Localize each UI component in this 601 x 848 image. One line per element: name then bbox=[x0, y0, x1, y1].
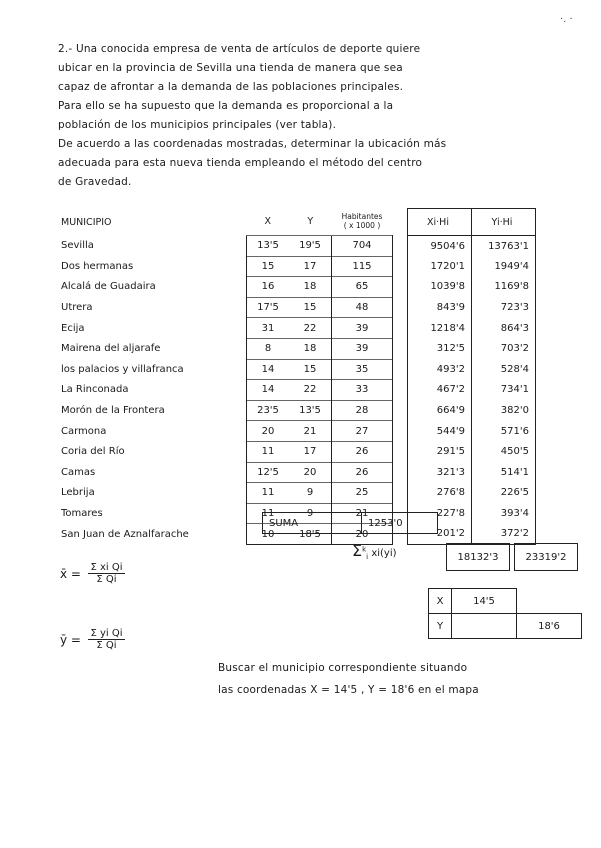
coord-empty bbox=[452, 614, 517, 639]
yihi-cell: 723'3 bbox=[472, 297, 536, 318]
y-cell: 22 bbox=[289, 380, 332, 401]
header-habitantes-label: Habitantes bbox=[341, 212, 383, 222]
spacer bbox=[393, 462, 408, 483]
habitantes-cell: 35 bbox=[332, 359, 393, 380]
problem-line: población de los municipios principales (ver tabla). bbox=[58, 119, 337, 131]
coord-x-value: 14'5 bbox=[452, 589, 517, 614]
habitantes-cell: 26 bbox=[332, 462, 393, 483]
spacer bbox=[393, 421, 408, 442]
xihi-cell: 843'9 bbox=[408, 297, 472, 318]
header-y: Y bbox=[307, 216, 314, 228]
note-line: Buscar el municipio correspondiente situando bbox=[218, 662, 468, 674]
x-cell: 11 bbox=[247, 483, 290, 504]
xihi-cell: 291'5 bbox=[408, 441, 472, 462]
spacer bbox=[393, 297, 408, 318]
spacer bbox=[393, 359, 408, 380]
habitantes-cell: 28 bbox=[332, 400, 393, 421]
y-cell: 13'5 bbox=[289, 400, 332, 421]
y-cell: 18'5 bbox=[289, 524, 332, 545]
problem-line: ubicar en la provincia de Sevilla una tienda de manera que sea bbox=[58, 62, 403, 74]
municipio-cell: San Juan de Aznalfarache bbox=[61, 528, 189, 540]
table-row bbox=[58, 256, 536, 277]
xihi-cell: 201'2 bbox=[408, 524, 472, 545]
yihi-cell: 382'0 bbox=[472, 400, 536, 421]
spacer bbox=[393, 483, 408, 504]
xihi-cell: 312'5 bbox=[408, 338, 472, 359]
yihi-cell: 864'3 bbox=[472, 318, 536, 339]
yihi-cell: 734'1 bbox=[472, 380, 536, 401]
yihi-cell: 393'4 bbox=[472, 503, 536, 524]
table-row bbox=[58, 421, 536, 442]
xihi-cell: 9504'6 bbox=[408, 236, 472, 257]
formula-y-denominator: Σ Qi bbox=[96, 640, 117, 651]
municipio-cell: La Rinconada bbox=[61, 384, 129, 396]
municipio-cell: Tomares bbox=[61, 508, 103, 520]
x-cell: 10 bbox=[247, 524, 290, 545]
habitantes-cell: 21 bbox=[332, 503, 393, 524]
x-cell: 23'5 bbox=[247, 400, 290, 421]
x-cell: 17'5 bbox=[247, 297, 290, 318]
sum-products-label bbox=[352, 541, 397, 561]
table-row bbox=[58, 318, 536, 339]
header-x: X bbox=[264, 216, 271, 228]
municipio-cell: Morón de la Frontera bbox=[61, 405, 165, 417]
municipio-cell: Lebrija bbox=[61, 487, 95, 499]
xihi-cell: 1720'1 bbox=[408, 256, 472, 277]
yihi-cell: 514'1 bbox=[472, 462, 536, 483]
spacer bbox=[393, 277, 408, 298]
x-cell: 12'5 bbox=[247, 462, 290, 483]
habitantes-cell: 25 bbox=[332, 483, 393, 504]
spacer bbox=[393, 236, 408, 257]
x-cell: 14 bbox=[247, 359, 290, 380]
xihi-cell: 1218'4 bbox=[408, 318, 472, 339]
yihi-cell: 571'6 bbox=[472, 421, 536, 442]
x-cell: 31 bbox=[247, 318, 290, 339]
table-row bbox=[58, 359, 536, 380]
xihi-cell: 227'8 bbox=[408, 503, 472, 524]
yihi-cell: 226'5 bbox=[472, 483, 536, 504]
table-row bbox=[58, 400, 536, 421]
x-cell: 13'5 bbox=[247, 236, 290, 257]
y-cell: 15 bbox=[289, 297, 332, 318]
yihi-cell: 703'2 bbox=[472, 338, 536, 359]
problem-line: capaz de afrontar a la demanda de las poblaciones principales. bbox=[58, 81, 404, 93]
header-municipio: MUNICIPIO bbox=[61, 216, 112, 228]
spacer bbox=[393, 318, 408, 339]
sum-xi-value: 18132'3 bbox=[446, 543, 510, 571]
habitantes-cell: 27 bbox=[332, 421, 393, 442]
sum-expr: xi(yi) bbox=[371, 548, 397, 559]
sigma-symbol: Σ bbox=[352, 541, 363, 560]
xihi-cell: 467'2 bbox=[408, 380, 472, 401]
y-cell: 18 bbox=[289, 338, 332, 359]
municipio-cell: Coria del Río bbox=[61, 446, 125, 458]
spacer bbox=[393, 256, 408, 277]
header-habitantes bbox=[332, 209, 393, 236]
municipio-cell: Camas bbox=[61, 466, 96, 478]
xihi-cell: 664'9 bbox=[408, 400, 472, 421]
yihi-cell: 13763'1 bbox=[472, 236, 536, 257]
problem-line: De acuerdo a las coordenadas mostradas, determinar la ubicación más bbox=[58, 138, 447, 150]
y-cell: 17 bbox=[289, 256, 332, 277]
municipio-cell: Ecija bbox=[61, 322, 85, 334]
coordinates-table bbox=[428, 588, 582, 639]
habitantes-cell: 115 bbox=[332, 256, 393, 277]
yihi-cell: 1169'8 bbox=[472, 277, 536, 298]
xihi-cell: 276'8 bbox=[408, 483, 472, 504]
habitantes-cell: 65 bbox=[332, 277, 393, 298]
municipio-cell: Mairena del aljarafe bbox=[61, 343, 161, 355]
x-cell: 11 bbox=[247, 441, 290, 462]
x-cell: 14 bbox=[247, 380, 290, 401]
header-xihi: Xi·Hi bbox=[408, 209, 472, 236]
suma-label: SUMA bbox=[263, 513, 362, 533]
municipio-cell: Dos hermanas bbox=[61, 260, 134, 272]
municipio-cell: Carmona bbox=[61, 425, 107, 437]
sum-yi-value: 23319'2 bbox=[514, 543, 578, 571]
yihi-cell: 372'2 bbox=[472, 524, 536, 545]
formula-x-numerator: Σ xi Qi bbox=[90, 562, 123, 573]
y-cell: 20 bbox=[289, 462, 332, 483]
y-cell: 9 bbox=[289, 483, 332, 504]
suma-value: 1253'0 bbox=[368, 517, 403, 529]
spacer bbox=[393, 209, 408, 236]
sigma-upper: k bbox=[362, 545, 367, 554]
formula-y-numerator: Σ yi Qi bbox=[90, 628, 123, 639]
suma-box bbox=[262, 512, 438, 534]
problem-line: de Gravedad. bbox=[58, 176, 132, 188]
table-row bbox=[58, 277, 536, 298]
header-yihi: Yi·Hi bbox=[472, 209, 536, 236]
note-line: las coordenadas X = 14'5 , Y = 18'6 en el mapa bbox=[218, 684, 479, 696]
formula-x bbox=[60, 562, 125, 585]
table-row bbox=[58, 441, 536, 462]
xihi-cell: 321'3 bbox=[408, 462, 472, 483]
formula-x-lhs: x̄ = bbox=[60, 566, 81, 581]
habitantes-cell: 26 bbox=[332, 441, 393, 462]
xihi-cell: 493'2 bbox=[408, 359, 472, 380]
corner-marks: ·. · bbox=[560, 14, 573, 25]
y-cell: 9 bbox=[289, 503, 332, 524]
header-habitantes-unit: ( x 1000 ) bbox=[343, 221, 381, 231]
xihi-cell: 1039'8 bbox=[408, 277, 472, 298]
table-header-row bbox=[58, 209, 536, 236]
formula-x-denominator: Σ Qi bbox=[96, 574, 117, 585]
sigma-lower: i bbox=[366, 553, 369, 561]
table-row bbox=[58, 380, 536, 401]
municipio-cell: los palacios y villafranca bbox=[61, 363, 184, 375]
x-cell: 8 bbox=[247, 338, 290, 359]
y-cell: 17 bbox=[289, 441, 332, 462]
spacer bbox=[393, 380, 408, 401]
yihi-cell: 528'4 bbox=[472, 359, 536, 380]
y-cell: 19'5 bbox=[289, 236, 332, 257]
y-cell: 18 bbox=[289, 277, 332, 298]
habitantes-cell: 39 bbox=[332, 318, 393, 339]
yihi-cell: 450'5 bbox=[472, 441, 536, 462]
problem-statement bbox=[58, 40, 558, 192]
municipio-cell: Utrera bbox=[61, 302, 93, 314]
xihi-cell: 544'9 bbox=[408, 421, 472, 442]
y-cell: 15 bbox=[289, 359, 332, 380]
spacer bbox=[393, 338, 408, 359]
habitantes-cell: 704 bbox=[332, 236, 393, 257]
x-cell: 11 bbox=[247, 503, 290, 524]
table-row bbox=[58, 338, 536, 359]
municipios-table bbox=[58, 208, 536, 545]
habitantes-cell: 20 bbox=[332, 524, 393, 545]
habitantes-cell: 39 bbox=[332, 338, 393, 359]
table-row bbox=[58, 462, 536, 483]
table-row bbox=[58, 236, 536, 257]
formula-y bbox=[60, 628, 125, 651]
problem-line: 2.- Una conocida empresa de venta de artículos de deporte quiere bbox=[58, 43, 421, 55]
coord-x-label: X bbox=[429, 589, 452, 614]
coord-y-label: Y bbox=[429, 614, 452, 639]
conclusion-note bbox=[218, 657, 479, 701]
x-cell: 15 bbox=[247, 256, 290, 277]
problem-line: adecuada para esta nueva tienda empleando el método del centro bbox=[58, 157, 423, 169]
problem-line: Para ello se ha supuesto que la demanda es proporcional a la bbox=[58, 100, 394, 112]
spacer bbox=[393, 441, 408, 462]
x-cell: 16 bbox=[247, 277, 290, 298]
x-cell: 20 bbox=[247, 421, 290, 442]
coord-y-value: 18'6 bbox=[517, 614, 582, 639]
y-cell: 21 bbox=[289, 421, 332, 442]
habitantes-cell: 48 bbox=[332, 297, 393, 318]
table-row bbox=[58, 297, 536, 318]
habitantes-cell: 33 bbox=[332, 380, 393, 401]
municipio-cell: Sevilla bbox=[61, 240, 94, 252]
municipio-cell: Alcalá de Guadaira bbox=[61, 281, 156, 293]
table-row bbox=[58, 483, 536, 504]
coord-empty bbox=[517, 589, 582, 614]
formula-y-lhs: ȳ = bbox=[60, 632, 81, 647]
spacer bbox=[393, 400, 408, 421]
yihi-cell: 1949'4 bbox=[472, 256, 536, 277]
y-cell: 22 bbox=[289, 318, 332, 339]
